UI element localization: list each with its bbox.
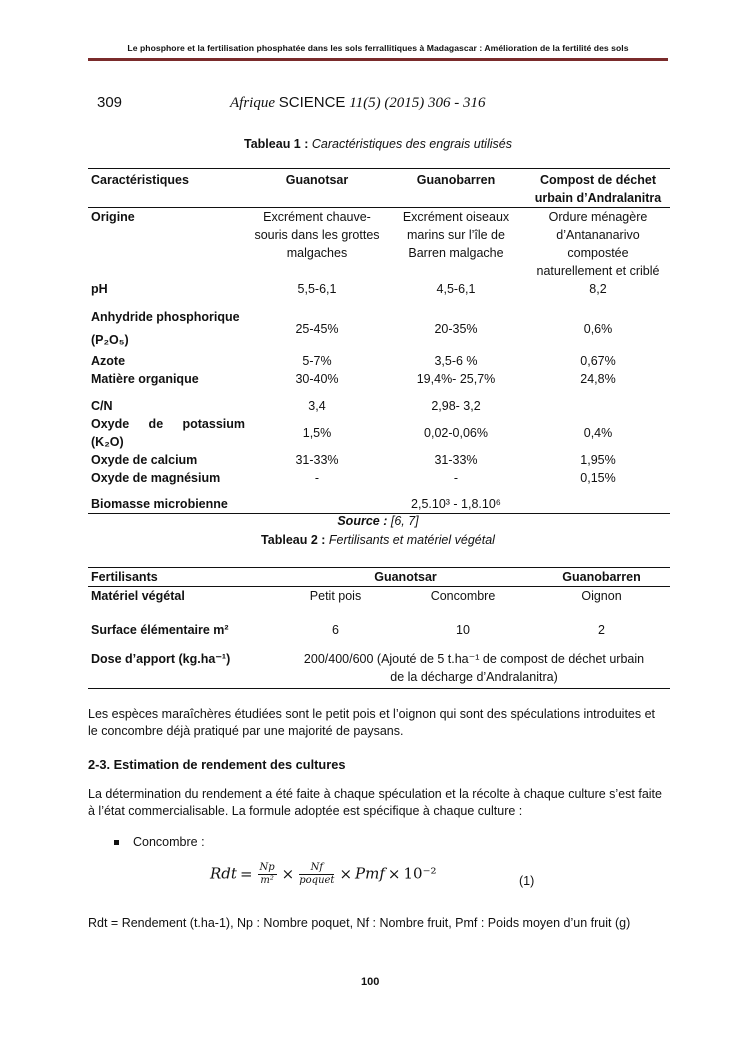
table1-header-row [88,169,670,208]
table-row [88,621,670,650]
paragraph: Les espèces maraîchères étudiées sont le petit pois et l’oignon qui sont des spéculations introduites et le concombre déjà pratiqué par une majorité de paysans. [88,707,656,738]
cell: Excrément oiseaux marins sur l’île de Barren malgache [402,210,510,260]
row-label: Origine [91,210,135,224]
formula-times: × [387,864,401,883]
table-row [88,469,670,495]
bullet-item [114,835,205,849]
table1-caption [88,137,668,151]
fraction-numerator: Nf [299,862,334,875]
cell [526,397,670,415]
journal-volume: 11(5) (2015) 306 - 316 [349,95,486,111]
formula [210,862,437,887]
paragraph: La détermination du rendement a été faite à chaque spéculation et la récolte à chaque culture s’est faite à l’état commercialisable. La formule adoptée est spécifique à chaque culture : [88,787,662,818]
row-label: Azote [91,354,126,368]
cell: Petit pois [309,589,362,603]
cell: 1,5% [302,426,332,440]
table-row [88,352,670,370]
formula-times: × [339,864,353,883]
table-row [88,370,670,397]
table1-header: Caractéristiques [88,169,248,208]
running-header: Le phosphore et la fertilisation phosphatée dans les sols ferrallitiques à Madagascar : Amélioration de la fertilité des sols [127,43,629,53]
cell: Excrément chauve-souris dans les grottes malgaches [254,210,380,260]
cell: Concombre [430,589,496,603]
cell: Oignon [581,589,622,603]
cell: 0,15% [580,471,616,485]
cell [248,495,386,514]
table-row [88,415,670,451]
table2-header: Guanotsar [278,568,533,587]
cell [526,495,670,514]
fraction-denominator: m² [260,875,274,886]
page-number-top: 309 [97,94,123,111]
table-row [88,280,670,306]
cell: 5-7% [302,354,332,368]
table2 [88,567,670,689]
table1 [88,168,670,514]
cell: 3,4 [308,399,326,413]
source-label: Source : [337,514,388,528]
fraction-numerator: Np [259,862,275,873]
table1-caption-label: Tableau 1 : [244,137,309,151]
table2-header-row [88,568,670,587]
cell: 0,4% [583,426,613,440]
row-label: Anhydride phosphorique (P₂O₅) [91,310,240,347]
formula-lhs: Rdt [210,864,237,883]
cell: 31-33% [434,453,478,467]
formula-equals: = [239,864,253,883]
table-row [88,208,670,281]
row-label: Biomasse microbienne [88,495,248,514]
formula-number: (1) [519,874,535,888]
formula-legend: Rdt = Rendement (t.ha-1), Np : Nombre poquet, Nf : Nombre fruit, Pmf : Poids moyen d’un fruit (g) [88,916,631,930]
formula-power: 10⁻² [403,864,437,883]
header-rule [88,58,668,61]
cell: 2,98- 3,2 [431,399,481,413]
fraction [258,862,277,887]
table1-header: Guanotsar [248,169,386,208]
cell: 19,4%- 25,7% [416,372,496,386]
table2-header: Fertilisants [88,568,278,587]
page-number-bottom: 100 [361,976,380,988]
table1-caption-text: Caractéristiques des engrais utilisés [311,137,512,151]
cell: 30-40% [295,372,339,386]
cell: 2,5.10³ - 1,8.10⁶ [386,495,526,514]
table-row [88,397,670,415]
cell: 10 [456,622,470,637]
cell: Ordure ménagère d’Antananarivo compostée naturellement et criblé [536,210,660,278]
row-label: Oxyde de calcium [91,453,198,467]
fraction-denominator: poquet [299,875,335,886]
cell: 4,5-6,1 [436,282,476,296]
cell: 24,8% [580,372,616,386]
table1-source [88,514,668,528]
bullet-square-icon [114,840,119,845]
row-label: Matière organique [91,372,199,386]
table-row [88,650,670,689]
fraction [299,862,334,887]
table-row [88,451,670,469]
table2-caption [88,533,668,547]
table2-caption-text: Fertilisants et matériel végétal [328,533,495,547]
row-label: Dose d’apport (kg.ha⁻¹) [88,650,278,689]
cell: 20-35% [434,322,478,336]
journal-name: Afrique [230,95,275,111]
cell: 31-33% [295,453,339,467]
row-label: Surface élémentaire m² [91,622,229,637]
table-row [88,495,670,514]
table-row [88,306,670,352]
cell: 3,5-6 % [434,354,478,368]
cell: 0,02-0,06% [424,426,488,440]
table-row [88,587,670,621]
cell: 0,67% [580,354,616,368]
table2-header: Guanobarren [533,568,670,587]
cell: 1,95% [580,453,616,467]
row-label: pH [91,282,108,296]
table1-header: Compost de déchet urbain d’Andralanitra [526,169,670,208]
bullet-text: Concombre : [133,835,205,849]
cell: 8,2 [589,282,607,296]
cell: 6 [332,622,339,637]
journal-science: SCIENCE [278,94,346,111]
section-title: 2-3. Estimation de rendement des cultures [88,757,346,772]
row-label: Oxyde de potassium (K₂O) [91,417,245,449]
cell: 2 [598,622,605,637]
row-label: Oxyde de magnésium [91,471,221,485]
journal-citation [230,94,486,112]
row-label: C/N [91,399,113,413]
cell: 5,5-6,1 [297,282,337,296]
cell: 200/400/600 (Ajouté de 5 t.ha⁻¹ de compost de déchet urbain de la décharge d’Andralanitra) [278,650,670,689]
source-ref: [6, 7] [390,514,419,528]
table1-header: Guanobarren [386,169,526,208]
formula-times: × [281,864,295,883]
table2-caption-label: Tableau 2 : [261,533,326,547]
cell: 0,6% [583,322,613,336]
cell: 25-45% [295,322,339,336]
row-label: Matériel végétal [91,589,185,603]
cell: - [314,471,320,485]
cell: - [453,471,459,485]
formula-pmf: Pmf [355,864,385,883]
